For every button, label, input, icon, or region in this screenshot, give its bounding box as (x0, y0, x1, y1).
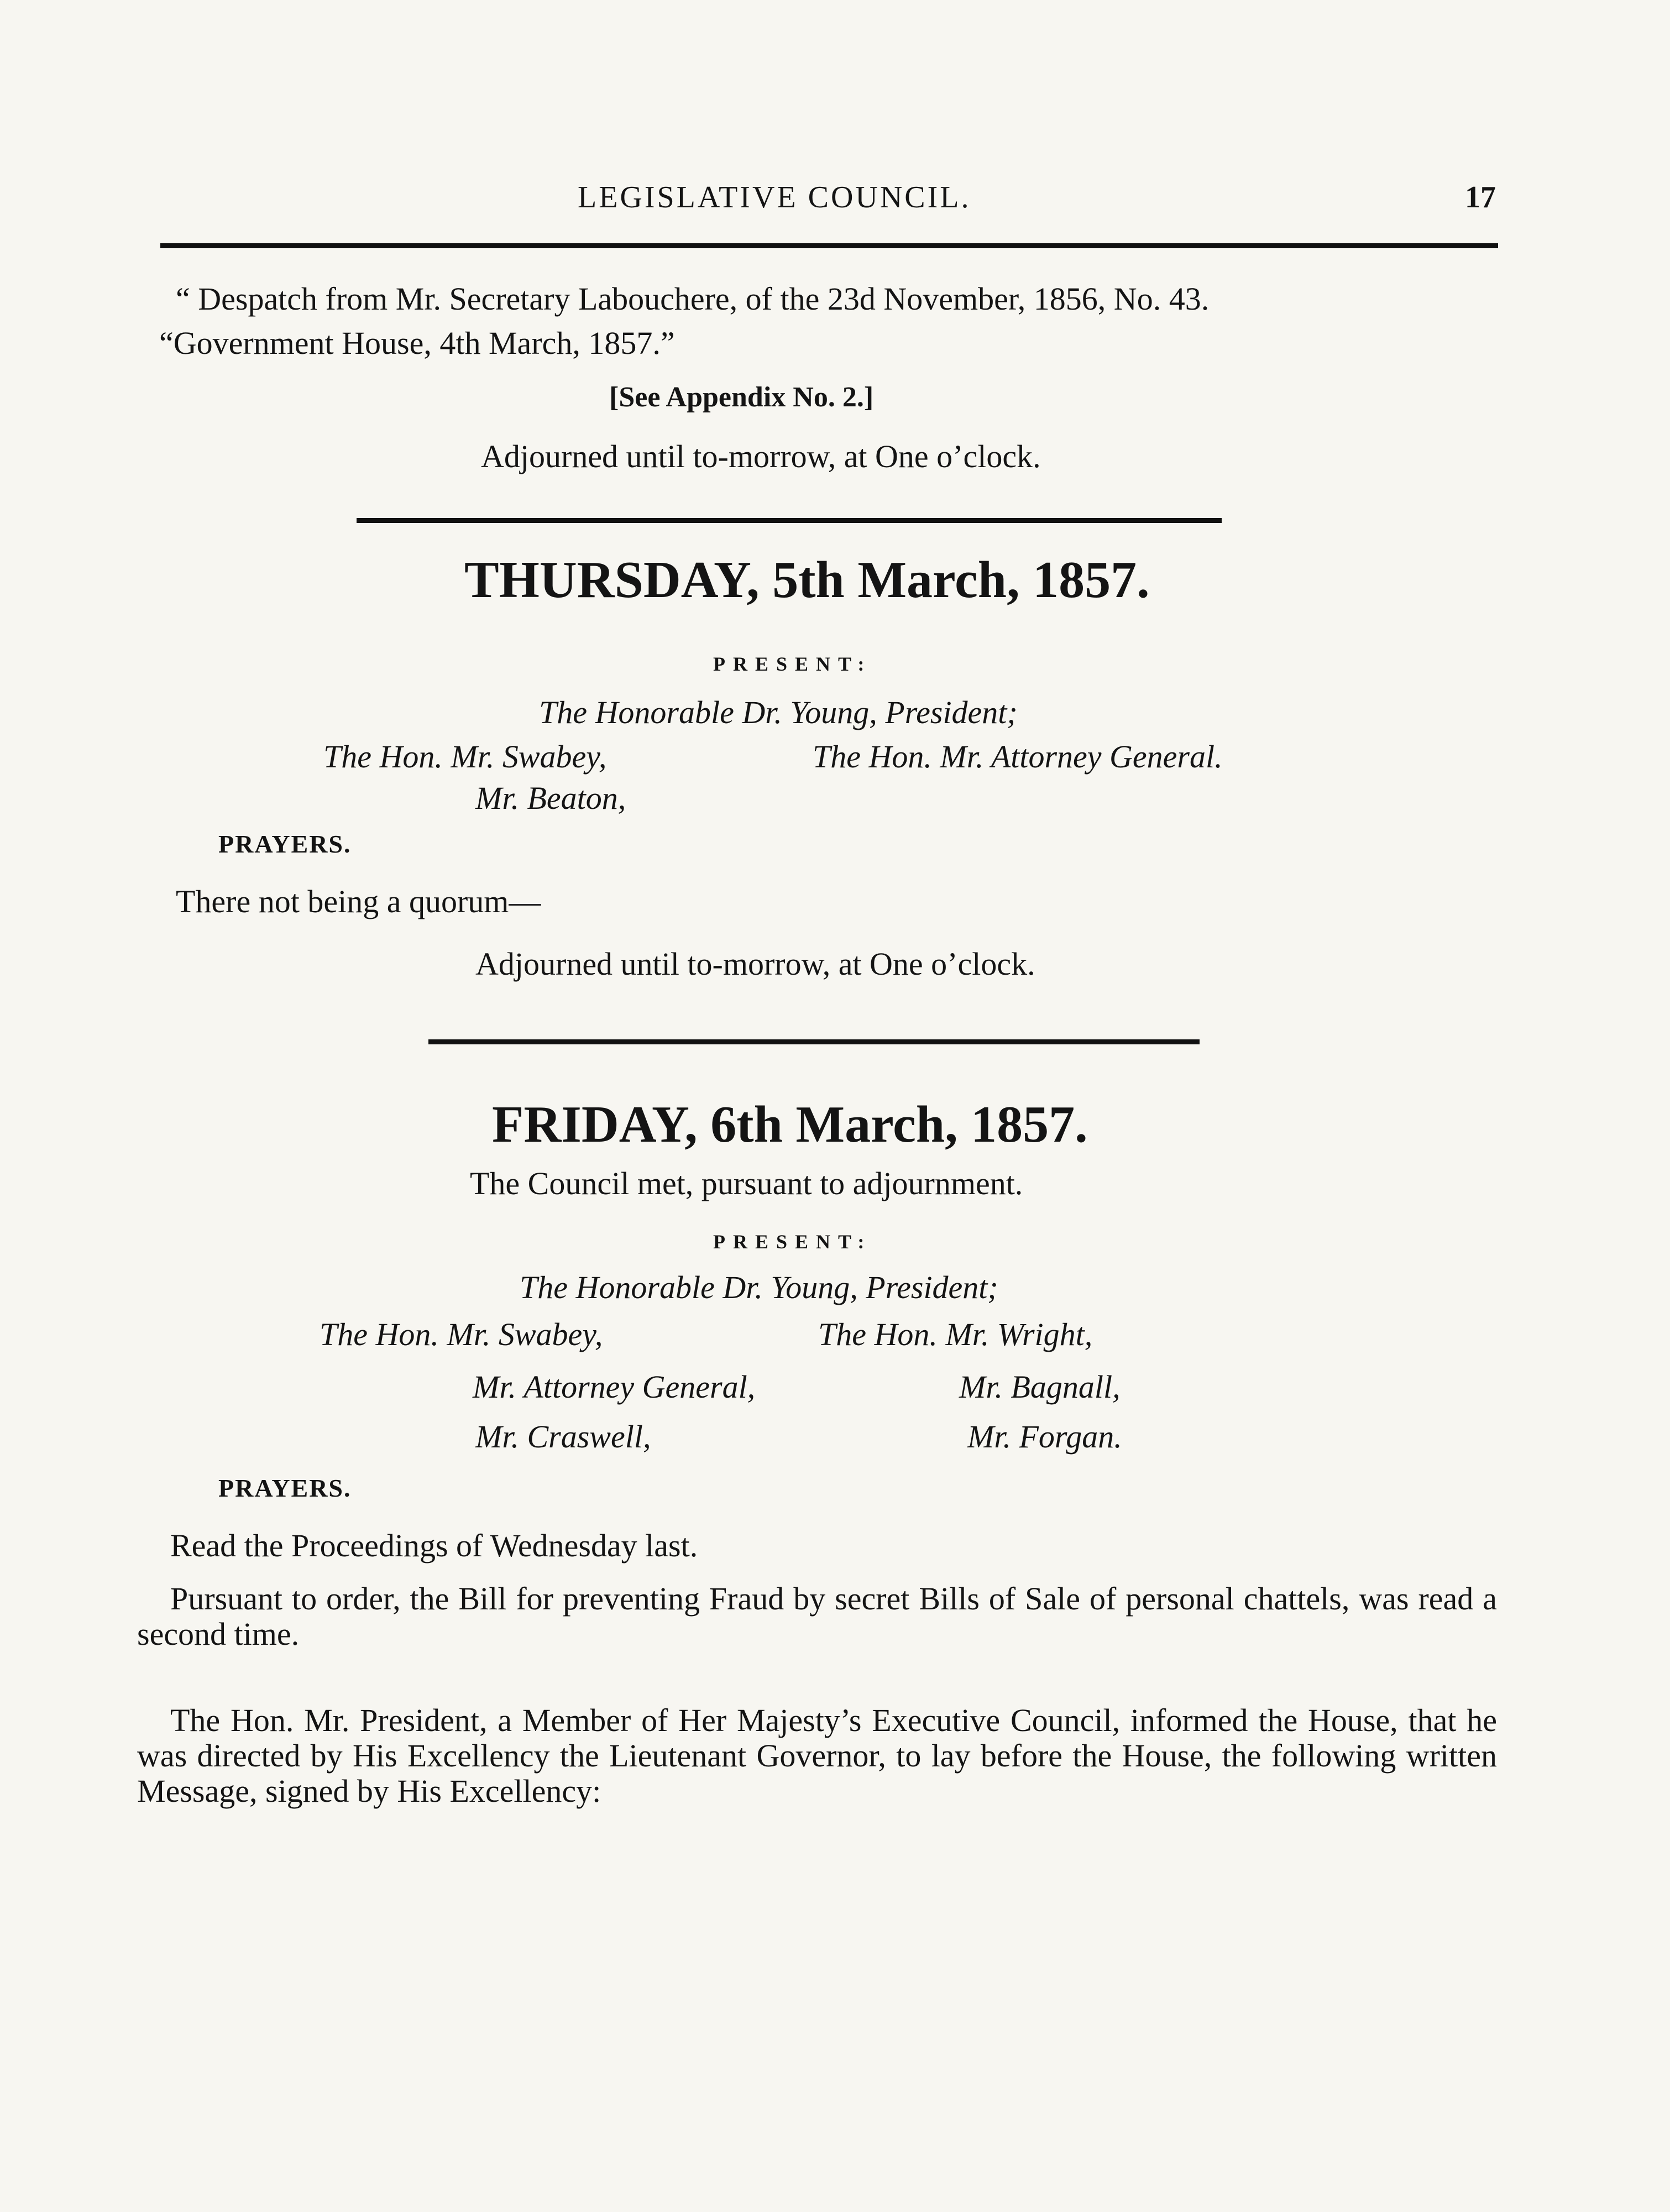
page-number: 17 (1465, 180, 1496, 215)
thursday-heading: THURSDAY, 5th March, 1857. (464, 551, 1150, 609)
read-proceedings-line: Read the Proceedings of Wednesday last. (170, 1528, 698, 1563)
prayers-label: PRAYERS. (218, 1474, 352, 1502)
adjourned-line: Adjourned until to-morrow, at One o’clock. (481, 438, 1041, 474)
present-label: PRESENT: (713, 653, 872, 675)
message-paragraph: The Hon. Mr. President, a Member of Her Majesty’s Executive Council, informed the House, that he was directed by His Excellency the Lieutenant Governor, to lay before the House, the following written Message, signed by His Excellency: (137, 1702, 1497, 1809)
running-title: LEGISLATIVE COUNCIL. (578, 180, 971, 215)
present-label: PRESENT: (713, 1231, 872, 1253)
header-rule (160, 243, 1498, 248)
friday-heading: FRIDAY, 6th March, 1857. (492, 1096, 1088, 1153)
section-divider (357, 518, 1222, 523)
member-left-1: The Hon. Mr. Swabey, (320, 1316, 603, 1352)
despatch-line: “ Despatch from Mr. Secretary Labouchere, of the 23d November, 1856, No. 43. (176, 281, 1210, 317)
member-right-1: The Hon. Mr. Wright, (818, 1316, 1093, 1352)
president-line: The Honorable Dr. Young, President; (520, 1269, 998, 1305)
member-left-2: Mr. Attorney General, (473, 1369, 756, 1405)
member-left-1: The Hon. Mr. Swabey, (323, 739, 607, 775)
member-left-2: Mr. Beaton, (475, 780, 626, 816)
member-right-3: Mr. Forgan. (967, 1419, 1122, 1455)
quorum-line: There not being a quorum— (176, 883, 541, 919)
government-house-line: “Government House, 4th March, 1857.” (159, 325, 675, 361)
member-right-1: The Hon. Mr. Attorney General. (813, 739, 1223, 775)
council-met-line: The Council met, pursuant to adjournment. (470, 1165, 1023, 1201)
section-divider (428, 1039, 1200, 1044)
appendix-note: [See Appendix No. 2.] (609, 381, 874, 413)
adjourned-line: Adjourned until to-morrow, at One o’clock. (475, 946, 1035, 982)
president-line: The Honorable Dr. Young, President; (539, 694, 1018, 730)
prayers-label: PRAYERS. (218, 830, 352, 858)
member-right-2: Mr. Bagnall, (959, 1369, 1121, 1405)
bill-paragraph: Pursuant to order, the Bill for preventing Fraud by secret Bills of Sale of personal chattels, was read a second time. (137, 1581, 1497, 1652)
member-left-3: Mr. Craswell, (475, 1419, 651, 1455)
